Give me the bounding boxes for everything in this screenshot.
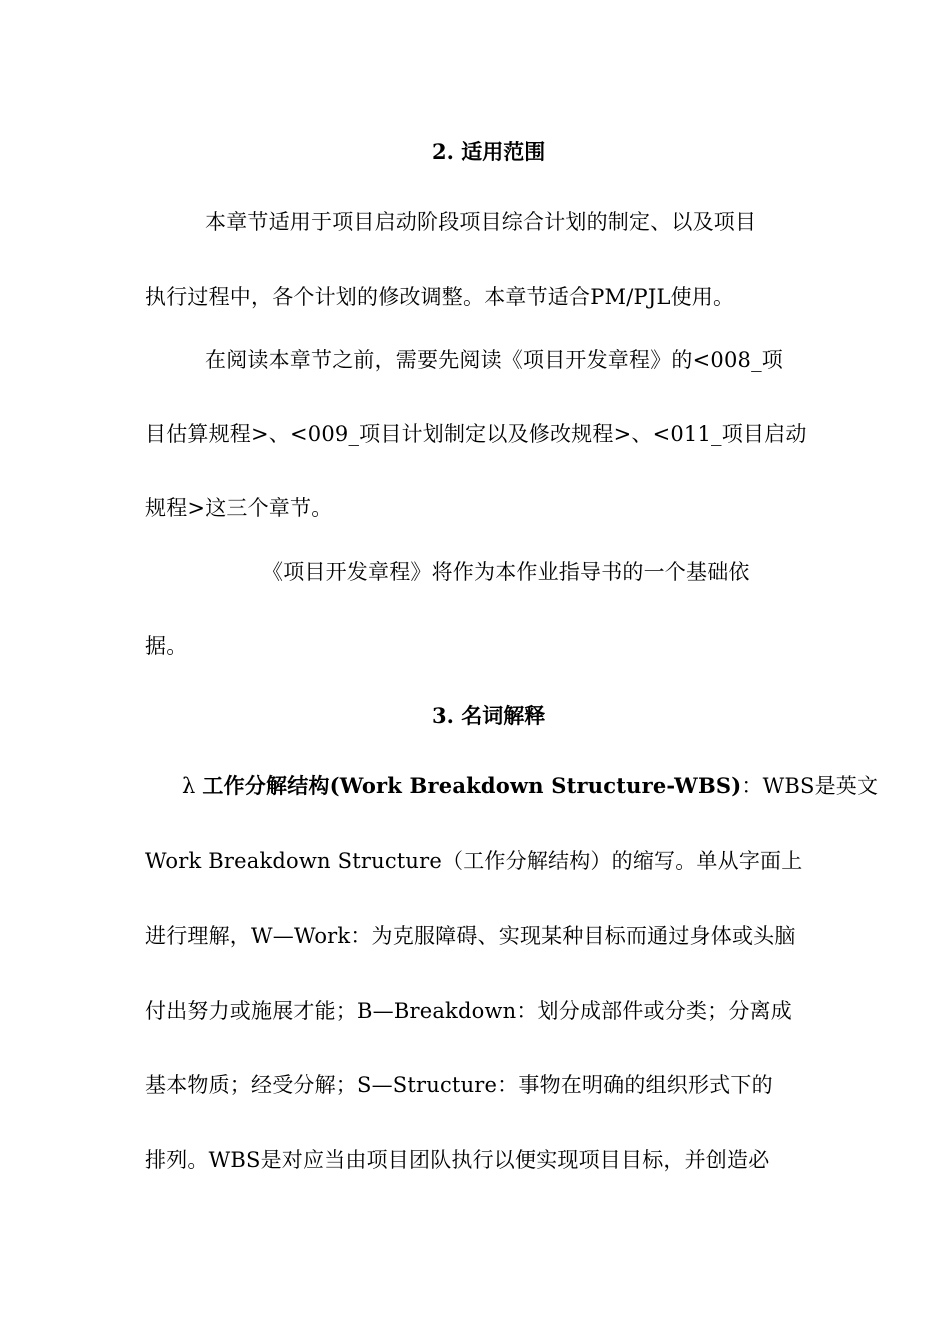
section-2-heading: 2. 适用范围 xyxy=(432,139,546,164)
section-3-heading: 3. 名词解释 xyxy=(432,703,546,728)
term-definition-line xyxy=(182,772,878,800)
term-intro: ：WBS是英文 xyxy=(741,774,879,798)
paragraph-line: 进行理解，W—Work：为克服障碍、实现某种目标而通过身体或头脑 xyxy=(145,924,796,948)
paragraph-line: 排列。WBS是对应当由项目团队执行以便实现项目目标，并创造必 xyxy=(145,1148,770,1172)
paragraph-line: 付出努力或施展才能；B—Breakdown：划分成部件或分类；分离成 xyxy=(145,999,792,1023)
term-title: 工作分解结构(Work Breakdown Structure-WBS) xyxy=(202,773,742,798)
paragraph-line: 目估算规程>、<009_项目计划制定以及修改规程>、<011_项目启动 xyxy=(145,422,807,446)
paragraph-line: 本章节适用于项目启动阶段项目综合计划的制定、以及项目 xyxy=(205,210,757,234)
paragraph-line: Work Breakdown Structure（工作分解结构）的缩写。单从字面上 xyxy=(145,849,803,873)
bullet-symbol: λ xyxy=(182,774,196,798)
paragraph-line: 在阅读本章节之前，需要先阅读《项目开发章程》的<008_项 xyxy=(205,348,783,372)
paragraph-line: 《项目开发章程》将作为本作业指导书的一个基础依 xyxy=(262,560,750,584)
paragraph-line: 基本物质；经受分解；S—Structure：事物在明确的组织形式下的 xyxy=(145,1073,773,1097)
paragraph-line: 执行过程中，各个计划的修改调整。本章节适合PM/PJL使用。 xyxy=(145,285,735,309)
paragraph-line: 据。 xyxy=(145,634,188,658)
paragraph-line: 规程>这三个章节。 xyxy=(145,496,333,520)
